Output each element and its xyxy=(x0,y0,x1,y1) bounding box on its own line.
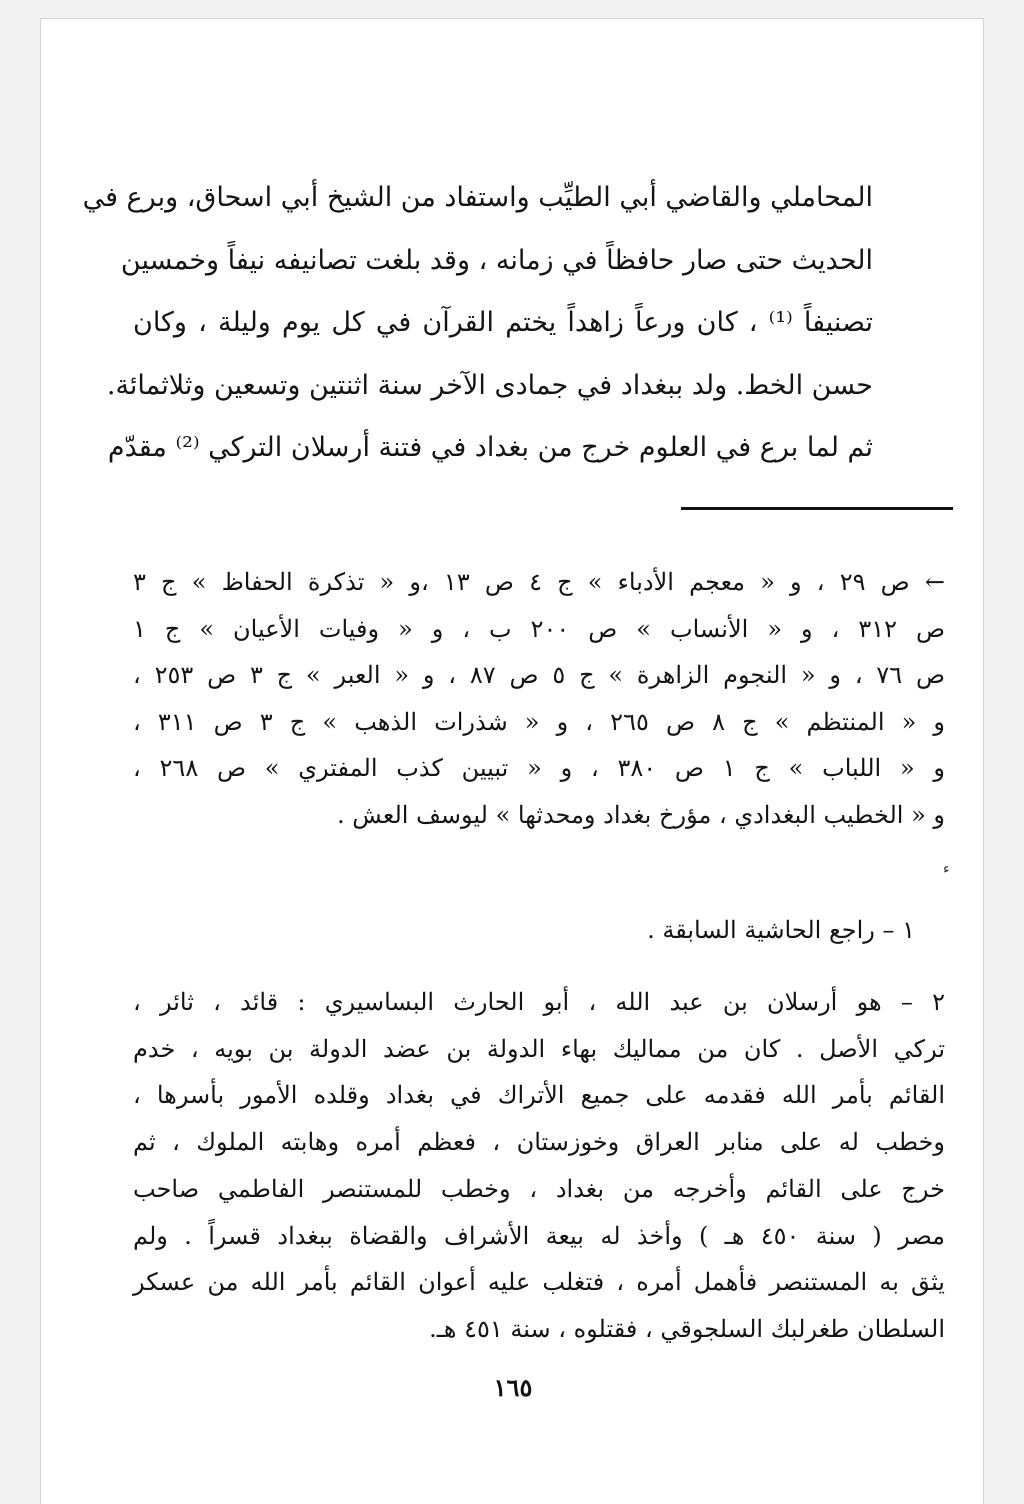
main-text-line: الحديث حتى صار حافظاً في زمانه ، وقد بلغت تصانيفه نيفاً وخمسين xyxy=(120,244,873,276)
page-number: ١٦٥ xyxy=(493,1373,533,1402)
footnote-line: و « المنتظم » ج ٨ ص ٢٦٥ ، و « شذرات الذهب » ج ٣ ص ٣١١ ، xyxy=(133,707,946,736)
footnote-line: و « اللباب » ج ١ ص ٣٨٠ ، و « تبيين كذب المفتري » ص ٢٦٨ ، xyxy=(133,754,946,782)
margin-mark: ء xyxy=(943,861,950,877)
footnote-line: ص ٧٦ ، و « النجوم الزاهرة » ج ٥ ص ٨٧ ، و « العبر » ج ٣ ص ٢٥٣ ، xyxy=(133,661,946,689)
footnote-line: يثق به المستنصر فأهمل أمره ، فتغلب عليه أعوان القائم بأمر الله من عسكر xyxy=(133,1268,945,1297)
footnote-line: وخطب له على منابر العراق وخوزستان ، فعظم أمره وهابته الملوك ، ثم xyxy=(133,1128,945,1157)
footnote-separator xyxy=(681,507,953,510)
footnote-line: و « الخطيب البغدادي ، مؤرخ بغداد ومحدثها » ليوسف العش . xyxy=(337,800,945,829)
main-text-line: المحاملي والقاضي أبي الطيِّب واستفاد من الشيخ أبي اسحاق، وبرع في xyxy=(82,182,873,213)
footnote-line: مصر ( سنة ٤٥٠ هـ ) وأخذ له بيعة الأشراف والقضاة ببغداد قسراً . ولم xyxy=(133,1221,945,1250)
main-text-line: ثم لما برع في العلوم خرج من بغداد في فتنة أرسلان التركي ⁽²⁾ مقدّم xyxy=(107,432,873,463)
footnote-2 xyxy=(133,979,945,1353)
main-text-line: تصنيفاً ⁽¹⁾ ، كان ورعاً زاهداً يختم القرآن في كل يوم وليلة ، وكان xyxy=(133,307,873,338)
footnote-line: خرج على القائم وأخرجه من بغداد ، وخطب للمستنصر الفاطمي صاحب xyxy=(133,1174,945,1203)
footnote-1 xyxy=(441,907,915,953)
footnote-continuation xyxy=(133,559,945,838)
main-text xyxy=(82,167,873,480)
footnote-line: القائم بأمر الله فقدمه على جميع الأتراك في بغداد وقلده الأمور بأسرها ، xyxy=(133,1081,945,1110)
book-page xyxy=(40,18,984,1504)
footnote-line: ص ٣١٢ ، و « الأنساب » ص ٢٠٠ ب ، و « وفيات الأعيان » ج ١ xyxy=(133,614,945,643)
footnote-line: ← ص ٢٩ ، و « معجم الأدباء » ج ٤ ص ١٣ ،و « تذكرة الحفاظ » ج ٣ xyxy=(133,568,945,596)
footnote-line: ٢ – هو أرسلان بن عبد الله ، أبو الحارث البساسيري : قائد ، ثائر ، xyxy=(133,988,945,1016)
footnote-1-text: ١ – راجع الحاشية السابقة . xyxy=(647,916,915,944)
main-text-line: حسن الخط. ولد ببغداد في جمادى الآخر سنة اثنتين وتسعين وثلاثمائة. xyxy=(106,369,873,401)
footnote-line: تركي الأصل . كان من مماليك بهاء الدولة بن عضد الدولة بن بويه ، خدم xyxy=(133,1034,945,1063)
footnote-line: السلطان طغرلبك السلجوقي ، فقتلوه ، سنة ٤٥١ هـ. xyxy=(429,1314,945,1343)
